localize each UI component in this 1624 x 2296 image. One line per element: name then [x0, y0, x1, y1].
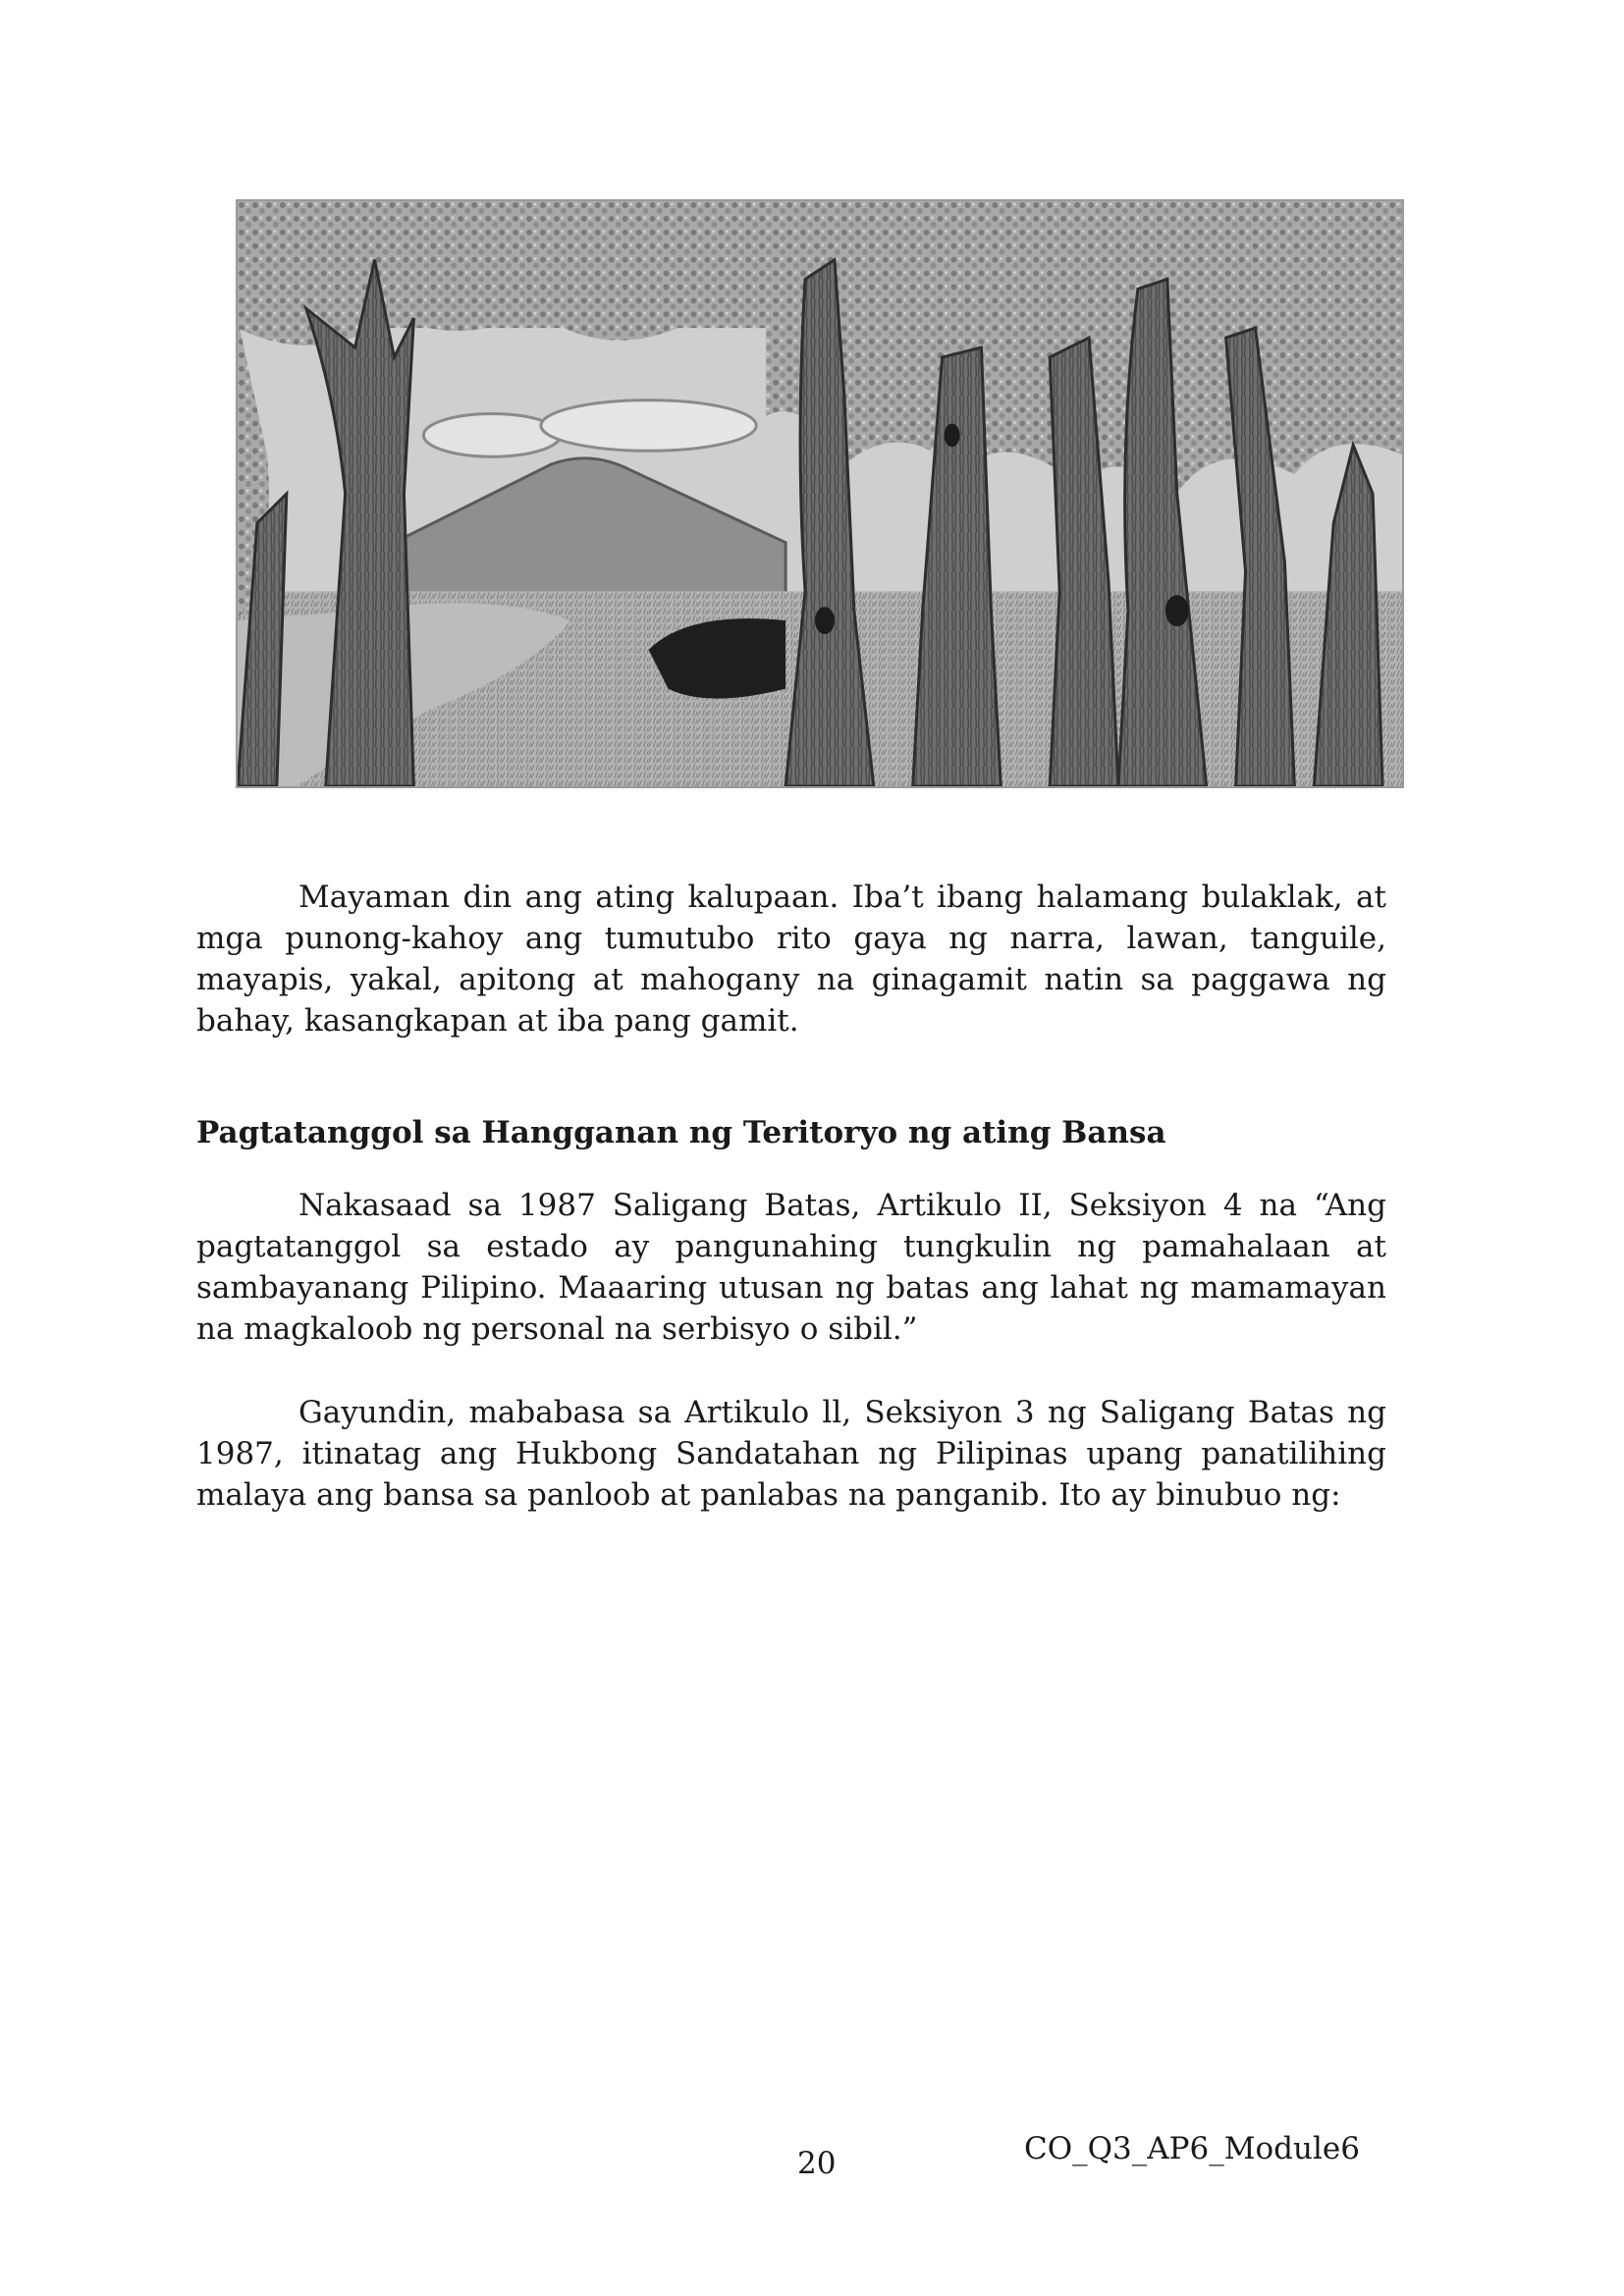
paragraph-saligang-batas	[196, 1185, 1386, 1350]
forest-landscape-icon	[238, 201, 1402, 786]
paragraph-saligang-batas-text: Nakasaad sa 1987 Saligang Batas, Artikulo II, Seksiyon 4 na “Ang pagtatanggol sa estado ay pangunahing tungkulin ng pamahalaan at sambayanang Pilipino. Maaaring utusan ng batas ang lahat ng mamamayan na magkaloob ng personal na serbisyo o sibil.”	[196, 1188, 1386, 1347]
page-number: 20	[797, 2146, 837, 2181]
forest-landscape-illustration	[236, 199, 1404, 788]
paragraph-kalupaan-text: Mayaman din ang ating kalupaan. Iba’t ibang halamang bulaklak, at mga punong-kahoy ang tumutubo rito gaya ng narra, lawan, tanguile, mayapis, yakal, apitong at mahogany na ginagamit natin sa paggawa ng bahay, kasangkapan at iba pang gamit.	[196, 880, 1386, 1039]
module-code: CO_Q3_AP6_Module6	[1024, 2131, 1360, 2166]
paragraph-kalupaan	[196, 877, 1386, 1041]
paragraph-hukbong-sandatahan	[196, 1392, 1386, 1516]
section-heading: Pagtatanggol sa Hangganan ng Teritoryo ng ating Bansa	[196, 1115, 1166, 1150]
paragraph-hukbong-sandatahan-text: Gayundin, mababasa sa Artikulo ll, Seksiyon 3 ng Saligang Batas ng 1987, itinatag ang Hukbong Sandatahan ng Pilipinas upang panatilihing malaya ang bansa sa panloob at panlabas na panganib. Ito ay binubuo ng:	[196, 1395, 1386, 1513]
